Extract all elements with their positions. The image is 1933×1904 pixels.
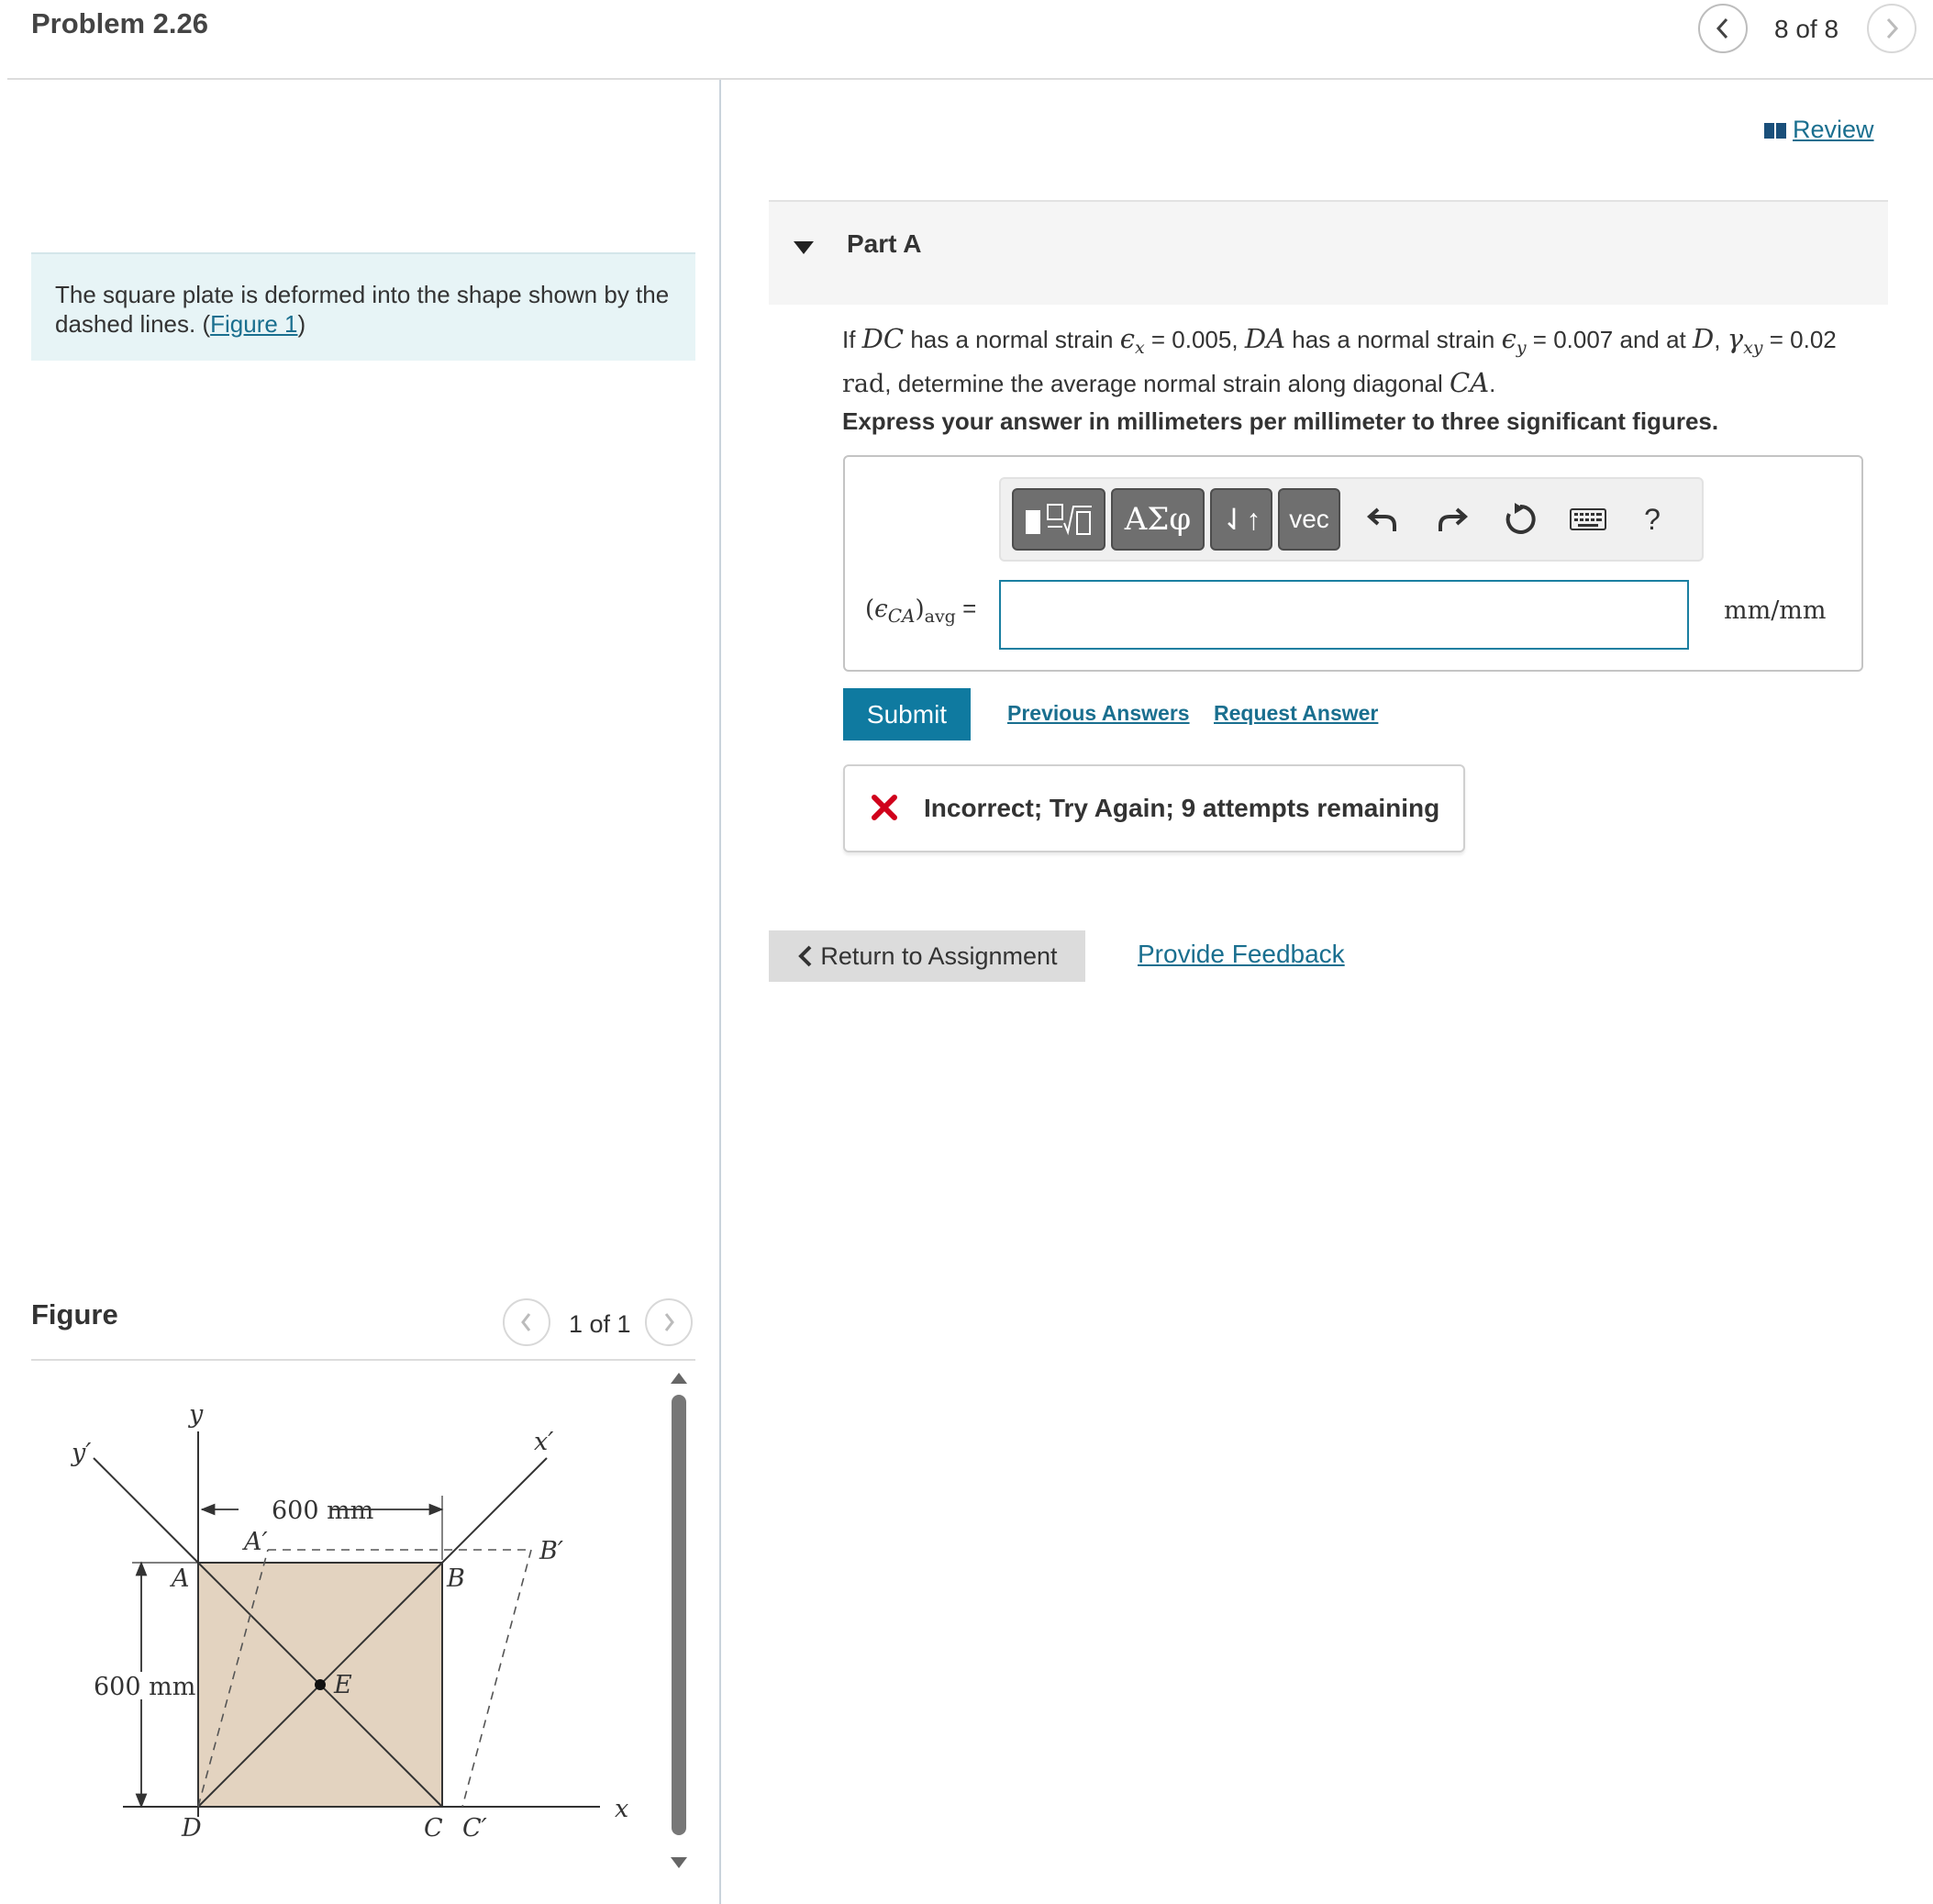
problem-intro [31,252,695,361]
provide-feedback-link[interactable]: Provide Feedback [1138,940,1345,968]
point-e [315,1679,326,1690]
question-text: If DC has a normal strain $\epsilon_x = 0.005$, DA has a normal strain $\epsilon_y = 0.007$ and at D, $\gamma_{xy} = 0.02$ rad, determine the average normal strain along diagonal CA. [842,323,1837,398]
figure-heading: Figure [31,1298,118,1331]
answer-input[interactable] [999,580,1689,650]
math-toolbar [999,477,1704,562]
label-x-prime: x′ [534,1428,554,1456]
label-a-prime: A′ [244,1528,268,1556]
label-x: x [615,1795,629,1823]
submit-button[interactable]: Submit [843,688,971,740]
request-answer-link[interactable]: Request Answer [1214,701,1379,725]
figure-divider [31,1359,695,1361]
greek-symbols-button[interactable]: ΑΣφ [1111,488,1205,551]
deformed-plate-figure [31,1376,655,1854]
reset-icon[interactable] [1498,497,1542,541]
part-a-header[interactable] [769,200,1888,305]
caret-down-icon[interactable] [793,240,815,255]
return-to-assignment-button[interactable]: Return to Assignment [769,930,1085,982]
x-prime-axis [442,1458,547,1563]
y-prime-axis [94,1458,198,1563]
answer-label: $(\epsilon_{CA})_{avg}$ = [865,595,977,627]
problem-counter: 8 of 8 [1774,15,1839,43]
label-d: D [182,1814,202,1843]
previous-problem-button[interactable] [1698,4,1748,53]
figure-scrollbar[interactable] [668,1373,690,1868]
keyboard-icon[interactable] [1566,497,1610,541]
figure-counter: 1 of 1 [569,1310,631,1338]
label-c: C [424,1814,443,1843]
templates-icon [1022,499,1095,540]
previous-answers-link[interactable]: Previous Answers [1007,701,1190,725]
redo-icon[interactable] [1430,497,1474,541]
label-e: E [334,1671,352,1699]
review-link[interactable]: Review [1763,116,1874,144]
dim-left-label: 600 mm [94,1673,196,1701]
chevron-right-icon [1883,17,1901,40]
answer-units: mm/mm [1724,596,1827,625]
help-button[interactable]: ? [1644,502,1661,536]
answer-panel [843,455,1863,672]
chevron-left-icon [518,1311,535,1333]
vector-button[interactable]: vec [1278,488,1340,551]
label-y: y [189,1400,204,1429]
figure-link[interactable]: Figure 1 [210,310,298,338]
part-title: Part A [847,229,922,258]
dim-top-label: 600 mm [272,1497,374,1525]
feedback-message-box [843,764,1465,852]
label-b: B [447,1564,465,1593]
label-b-prime: B′ [539,1537,563,1565]
scroll-down-icon[interactable] [671,1857,687,1868]
error-x-icon [871,794,898,821]
undo-icon[interactable] [1361,497,1405,541]
figure-prev-button[interactable] [503,1298,550,1346]
problem-title: Problem 2.26 [31,7,208,39]
scroll-thumb[interactable] [672,1395,686,1835]
answer-instruction: Express your answer in millimeters per millimeter to three significant figures. [842,407,1719,435]
chevron-left-icon [796,944,815,968]
chevron-right-icon [661,1311,677,1333]
templates-button[interactable] [1012,488,1105,551]
figure-next-button[interactable] [645,1298,693,1346]
label-y-prime: y′ [72,1439,92,1467]
feedback-text: Incorrect; Try Again; 9 attempts remaining [924,794,1440,822]
label-c-prime: C′ [462,1814,487,1843]
chevron-left-icon [1714,17,1732,40]
column-divider [719,80,721,1904]
label-a: A [172,1564,190,1593]
arrows-button[interactable]: ⇃↑ [1210,488,1272,551]
scroll-up-icon[interactable] [671,1373,687,1384]
book-icon [1763,120,1787,140]
intro-text: The square plate is deformed into the shape shown by the dashed lines. (Figure 1) [55,281,670,338]
header-divider [7,78,1933,80]
next-problem-button[interactable] [1867,4,1916,53]
